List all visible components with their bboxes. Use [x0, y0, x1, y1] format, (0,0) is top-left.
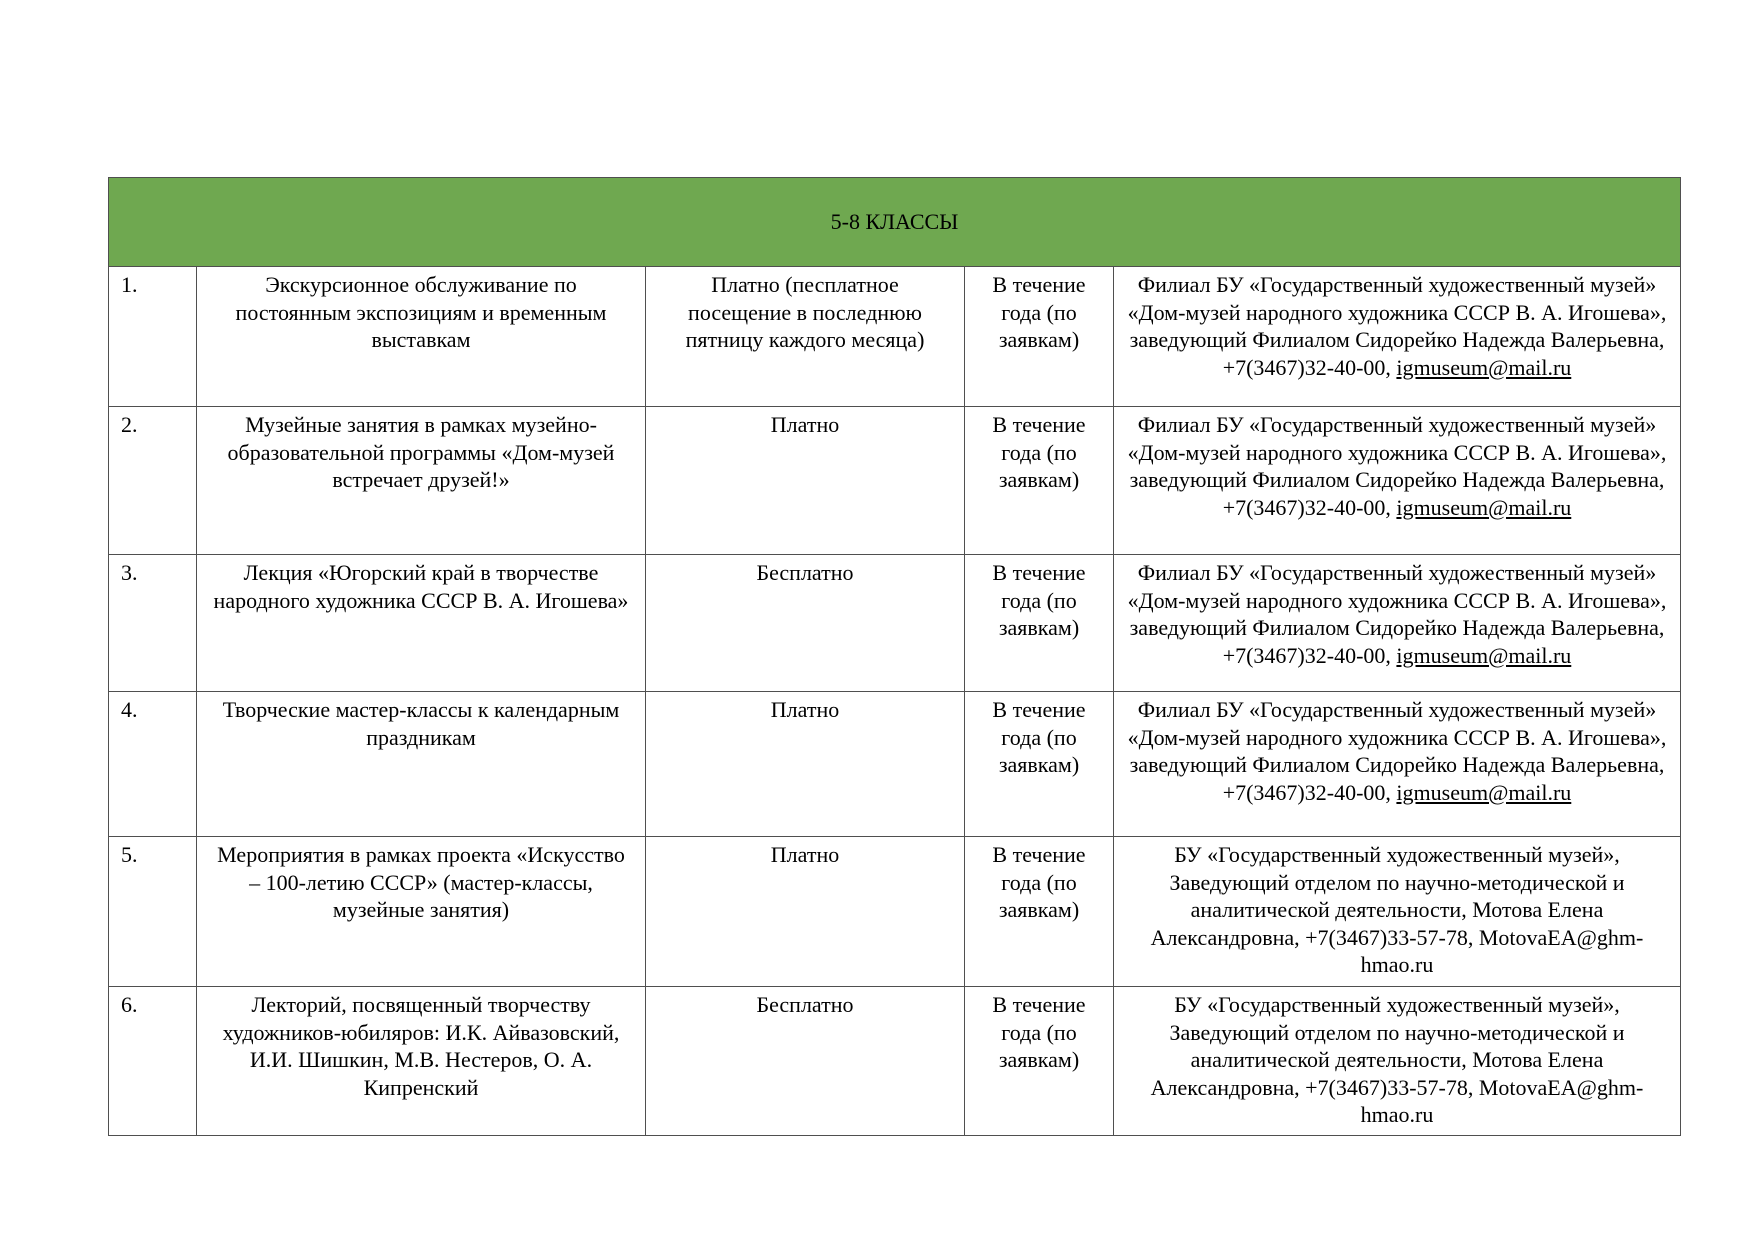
timing-cell: В течение года (по заявкам)	[965, 987, 1114, 1136]
contact-text: БУ «Государственный художественный музей», Заведующий отделом по научно-методической и аналитической деятельности, Мотова Елена Александровна, +7(3467)33-57-78,	[1150, 842, 1625, 950]
row-number-cell: 6.	[109, 987, 197, 1136]
table-row	[109, 555, 1681, 692]
contact-text: Филиал БУ «Государственный художественный музей» «Дом-музей народного художника СССР В. А. Игошева», заведующий Филиалом Сидорейко Надежда Валерьевна, +7(3467)32-40-00,	[1127, 560, 1667, 668]
classes-5-8-schedule-table	[108, 177, 1681, 1136]
timing-cell: В течение года (по заявкам)	[965, 555, 1114, 692]
price-cell: Платно	[646, 407, 965, 555]
activity-cell: Экскурсионное обслуживание по постоянным экспозициям и временным выставкам	[197, 267, 646, 407]
contact-email-link[interactable]: igmuseum@mail.ru	[1396, 779, 1572, 805]
contact-cell	[1114, 987, 1681, 1136]
price-cell: Бесплатно	[646, 987, 965, 1136]
row-number-cell: 1.	[109, 267, 197, 407]
contact-cell	[1114, 407, 1681, 555]
row-number-cell: 3.	[109, 555, 197, 692]
timing-cell: В течение года (по заявкам)	[965, 692, 1114, 837]
table-row	[109, 692, 1681, 837]
contact-email-link[interactable]: igmuseum@mail.ru	[1396, 354, 1572, 380]
price-cell: Платно	[646, 692, 965, 837]
timing-cell: В течение года (по заявкам)	[965, 837, 1114, 987]
contact-cell	[1114, 555, 1681, 692]
contact-cell	[1114, 837, 1681, 987]
table-row	[109, 407, 1681, 555]
timing-cell: В течение года (по заявкам)	[965, 267, 1114, 407]
contact-text: Филиал БУ «Государственный художественный музей» «Дом-музей народного художника СССР В. А. Игошева», заведующий Филиалом Сидорейко Надежда Валерьевна, +7(3467)32-40-00,	[1127, 697, 1667, 805]
row-number-cell: 4.	[109, 692, 197, 837]
contact-text: Филиал БУ «Государственный художественный музей» «Дом-музей народного художника СССР В. А. Игошева», заведующий Филиалом Сидорейко Надежда Валерьевна, +7(3467)32-40-00,	[1127, 272, 1667, 380]
activity-cell: Лекторий, посвященный творчеству художников-юбиляров: И.К. Айвазовский, И.И. Шишкин, М.В. Нестеров, О. А. Кипренский	[197, 987, 646, 1136]
activity-cell: Музейные занятия в рамках музейно-образовательной программы «Дом-музей встречает друзей!»	[197, 407, 646, 555]
contact-text: Филиал БУ «Государственный художественный музей» «Дом-музей народного художника СССР В. А. Игошева», заведующий Филиалом Сидорейко Надежда Валерьевна, +7(3467)32-40-00,	[1127, 412, 1667, 520]
table-row	[109, 987, 1681, 1136]
section-header-row	[109, 178, 1681, 267]
timing-cell: В течение года (по заявкам)	[965, 407, 1114, 555]
contact-email-link: MotovaEA@ghm-hmao.ru	[1360, 1074, 1644, 1127]
price-cell: Бесплатно	[646, 555, 965, 692]
contact-text: БУ «Государственный художественный музей», Заведующий отделом по научно-методической и аналитической деятельности, Мотова Елена Александровна, +7(3467)33-57-78,	[1150, 992, 1625, 1100]
table-row	[109, 267, 1681, 407]
contact-email-link[interactable]: igmuseum@mail.ru	[1396, 642, 1572, 668]
activity-cell: Лекция «Югорский край в творчестве народного художника СССР В. А. Игошева»	[197, 555, 646, 692]
contact-cell	[1114, 692, 1681, 837]
section-title: 5-8 КЛАССЫ	[109, 178, 1681, 267]
contact-cell	[1114, 267, 1681, 407]
row-number-cell: 5.	[109, 837, 197, 987]
price-cell: Платно	[646, 837, 965, 987]
price-cell: Платно (песплатное посещение в последнюю пятницу каждого месяца)	[646, 267, 965, 407]
contact-email-link[interactable]: igmuseum@mail.ru	[1396, 494, 1572, 520]
activity-cell: Творческие мастер-классы к календарным праздникам	[197, 692, 646, 837]
row-number-cell: 2.	[109, 407, 197, 555]
table-row	[109, 837, 1681, 987]
contact-email-link: MotovaEA@ghm-hmao.ru	[1360, 924, 1644, 977]
activity-cell: Мероприятия в рамках проекта «Искусство – 100-летию СССР» (мастер-классы, музейные занятия)	[197, 837, 646, 987]
